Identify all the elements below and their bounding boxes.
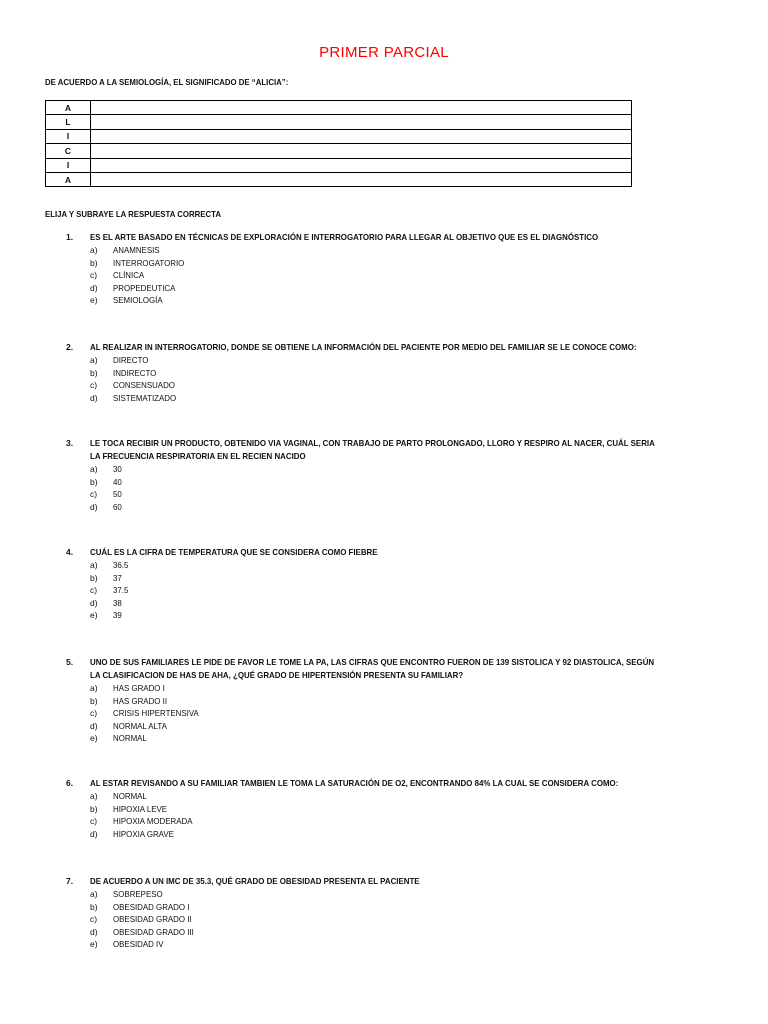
option-letter: d) [90, 720, 98, 731]
option-list [66, 244, 706, 307]
option-letter: c) [90, 380, 98, 391]
question-3 [66, 437, 706, 513]
answer-option[interactable] [90, 476, 706, 489]
answer-option[interactable] [90, 828, 706, 841]
option-text: 36.5 [113, 560, 129, 570]
option-text: SOBREPESO [113, 889, 163, 899]
alicia-row [46, 115, 632, 129]
option-text: SISTEMATIZADO [113, 392, 177, 403]
option-text: CONSENSUADO [113, 380, 175, 391]
option-letter: d) [90, 926, 98, 937]
question-number: 7. [66, 876, 74, 886]
alicia-answer-cell[interactable] [91, 172, 632, 186]
option-text: HAS GRADO I [113, 683, 165, 693]
option-list [66, 790, 706, 840]
option-letter: b) [90, 257, 98, 268]
answer-option[interactable] [90, 584, 706, 597]
answer-option[interactable] [90, 913, 706, 926]
option-text: PROPEDEUTICA [113, 282, 176, 293]
option-text: SEMIOLOGÍA [113, 295, 163, 306]
option-text: 39 [113, 610, 122, 621]
option-text: HIPOXIA GRAVE [113, 828, 174, 839]
instructions: ELIJA Y SUBRAYE LA RESPUESTA CORRECTA [45, 209, 221, 219]
alicia-intro: DE ACUERDO A LA SEMIOLOGÍA, EL SIGNIFICADO DE “ALICIA”: [45, 77, 289, 87]
answer-option[interactable] [90, 695, 706, 708]
answer-option[interactable] [90, 901, 706, 914]
option-text: OBESIDAD GRADO II [113, 914, 192, 925]
option-text: OBESIDAD IV [113, 939, 164, 950]
answer-option[interactable] [90, 790, 706, 803]
option-text: HIPOXIA MODERADA [113, 816, 193, 827]
option-text: DIRECTO [113, 355, 149, 365]
option-letter: e) [90, 939, 98, 950]
option-list [66, 682, 706, 745]
question-stem [66, 656, 706, 682]
question-stem [66, 875, 706, 888]
option-letter: b) [90, 572, 98, 583]
alicia-letter: I [46, 158, 91, 172]
answer-option[interactable] [90, 572, 706, 585]
answer-option[interactable] [90, 597, 706, 610]
option-letter: c) [90, 708, 98, 719]
question-text: AL ESTAR REVISANDO A SU FAMILIAR TAMBIEN LE TOMA LA SATURACIÓN DE O2, ENCONTRANDO 84% LA CUAL SE CONSIDERA COMO: [90, 778, 619, 788]
question-number: 6. [66, 778, 74, 788]
question-stem [66, 341, 706, 354]
alicia-letter: A [46, 172, 91, 186]
question-text: CUÁL ES LA CIFRA DE TEMPERATURA QUE SE CONSIDERA COMO FIEBRE [90, 547, 378, 557]
question-text: UNO DE SUS FAMILIARES LE PIDE DE FAVOR LE TOME LA PA, LAS CIFRAS QUE ENCONTRO FUERON DE 139 SISTOLICA Y 92 DIASTOLICA, SEGÚN LA CLASIFICACION DE HAS DE AHA, ¿QUÉ GRADO DE HIPERTENSIÓN PRESENTA SU FAMILIAR? [90, 657, 655, 680]
option-letter: d) [90, 828, 98, 839]
option-text: INTERROGATORIO [113, 257, 185, 268]
answer-option[interactable] [90, 559, 706, 572]
question-number: 5. [66, 657, 74, 667]
option-text: 37 [113, 572, 122, 583]
option-letter: b) [90, 476, 98, 487]
option-letter: e) [90, 610, 98, 621]
option-letter: b) [90, 695, 98, 706]
option-letter: a) [90, 245, 98, 255]
page-title: PRIMER PARCIAL [319, 44, 449, 61]
question-stem [66, 231, 706, 244]
alicia-answer-cell[interactable] [91, 115, 632, 129]
option-text: CRISIS HIPERTENSIVA [113, 708, 199, 719]
option-list [66, 354, 706, 404]
option-text: 30 [113, 464, 122, 474]
answer-option[interactable] [90, 488, 706, 501]
option-text: NORMAL [113, 791, 147, 801]
option-letter: c) [90, 585, 98, 596]
question-stem [66, 777, 706, 790]
answer-option[interactable] [90, 282, 706, 295]
option-letter: c) [90, 816, 98, 827]
option-text: NORMAL ALTA [113, 720, 167, 731]
option-letter: a) [90, 889, 98, 899]
option-letter: e) [90, 295, 98, 306]
answer-option[interactable] [90, 294, 706, 307]
option-text: HIPOXIA LEVE [113, 803, 168, 814]
answer-option[interactable] [90, 501, 706, 514]
option-text: 37.5 [113, 585, 129, 596]
option-text: OBESIDAD GRADO I [113, 901, 190, 912]
option-letter: b) [90, 901, 98, 912]
option-text: 38 [113, 597, 122, 608]
question-2 [66, 341, 706, 404]
answer-option[interactable] [90, 682, 706, 695]
option-letter: a) [90, 464, 98, 474]
option-letter: d) [90, 282, 98, 293]
question-number: 1. [66, 232, 74, 242]
option-text: HAS GRADO II [113, 695, 168, 706]
answer-option[interactable] [90, 720, 706, 733]
option-text: 50 [113, 489, 122, 500]
option-letter: d) [90, 501, 98, 512]
question-7 [66, 875, 706, 951]
answer-option[interactable] [90, 257, 706, 270]
option-letter: a) [90, 683, 98, 693]
question-text: LE TOCA RECIBIR UN PRODUCTO, OBTENIDO VIA VAGINAL, CON TRABAJO DE PARTO PROLONGADO, LLORO Y RESPIRO AL NACER, CUÁL SERIA LA FRECUENCIA RESPIRATORIA EN EL RECIEN NACIDO [90, 438, 655, 461]
question-4 [66, 546, 706, 622]
option-text: 40 [113, 476, 122, 487]
option-text: NORMAL [113, 733, 147, 744]
option-letter: d) [90, 597, 98, 608]
answer-option[interactable] [90, 707, 706, 720]
answer-option[interactable] [90, 926, 706, 939]
question-number: 4. [66, 547, 74, 557]
option-letter: a) [90, 560, 98, 570]
option-letter: b) [90, 803, 98, 814]
alicia-letter: I [46, 129, 91, 143]
alicia-letter: C [46, 144, 91, 158]
option-text: ANAMNESIS [113, 245, 160, 255]
option-letter: e) [90, 733, 98, 744]
question-stem [66, 546, 706, 559]
option-text: INDIRECTO [113, 367, 157, 378]
question-1 [66, 231, 706, 307]
answer-option[interactable] [90, 609, 706, 622]
alicia-answer-cell[interactable] [91, 144, 632, 158]
answer-option[interactable] [90, 938, 706, 951]
question-number: 3. [66, 438, 74, 448]
question-stem [66, 437, 706, 463]
option-text: 60 [113, 501, 122, 512]
question-text: AL REALIZAR IN INTERROGATORIO, DONDE SE OBTIENE LA INFORMACIÓN DEL PACIENTE POR MEDIO DEL FAMILIAR SE LE CONOCE COMO: [90, 342, 637, 352]
alicia-letter: L [46, 115, 91, 129]
alicia-row [46, 172, 632, 186]
answer-option[interactable] [90, 803, 706, 816]
answer-option[interactable] [90, 392, 706, 405]
alicia-table [45, 100, 632, 187]
question-text: DE ACUERDO A UN IMC DE 35.3, QUÉ GRADO DE OBESIDAD PRESENTA EL PACIENTE [90, 876, 420, 886]
option-text: CLÍNICA [113, 270, 145, 281]
option-text: OBESIDAD GRADO III [113, 926, 194, 937]
answer-option[interactable] [90, 379, 706, 392]
option-letter: c) [90, 914, 98, 925]
answer-option[interactable] [90, 269, 706, 282]
option-letter: d) [90, 392, 98, 403]
answer-option[interactable] [90, 732, 706, 745]
option-list [66, 888, 706, 951]
option-letter: a) [90, 355, 98, 365]
option-letter: c) [90, 489, 98, 500]
option-list [66, 559, 706, 622]
alicia-row [46, 129, 632, 143]
alicia-row [46, 158, 632, 172]
alicia-row [46, 144, 632, 158]
alicia-row [46, 101, 632, 115]
option-letter: c) [90, 270, 98, 281]
answer-option[interactable] [90, 815, 706, 828]
question-text: ES EL ARTE BASADO EN TÉCNICAS DE EXPLORACIÓN E INTERROGATORIO PARA LLEGAR AL OBJETIVO QUE ES EL DIAGNÓSTICO [90, 232, 599, 242]
alicia-letter: A [46, 101, 91, 115]
answer-option[interactable] [90, 354, 706, 367]
answer-option[interactable] [90, 244, 706, 257]
alicia-answer-cell[interactable] [91, 129, 632, 143]
option-letter: a) [90, 791, 98, 801]
alicia-answer-cell[interactable] [91, 158, 632, 172]
question-6 [66, 777, 706, 840]
answer-option[interactable] [90, 463, 706, 476]
question-5 [66, 656, 706, 745]
answer-option[interactable] [90, 367, 706, 380]
question-number: 2. [66, 342, 74, 352]
option-list [66, 463, 706, 513]
answer-option[interactable] [90, 888, 706, 901]
option-letter: b) [90, 367, 98, 378]
alicia-answer-cell[interactable] [91, 101, 632, 115]
